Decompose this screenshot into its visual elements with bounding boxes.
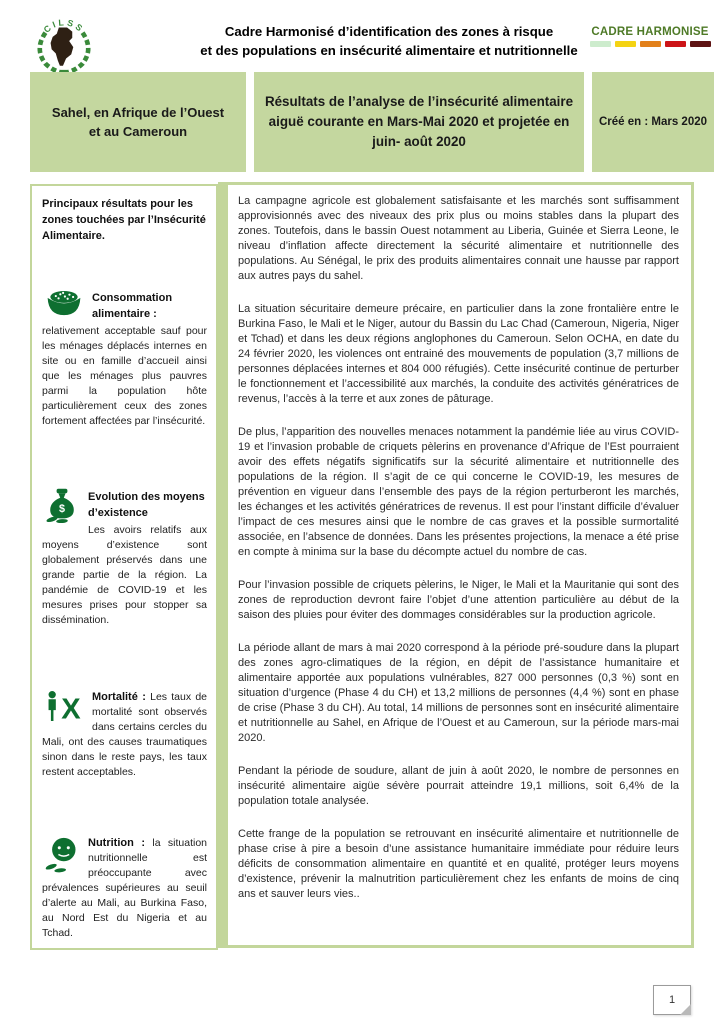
paragraph-campagne-agricole: La campagne agricole est globalement satisfaisante et les marchés sont suffisamment approvisionnés avec des niveaux des prix plus ou moins stables dans la plupart des zones. Toutefois, dans le bassin Ouest notamment au Liberia, Guinée et Sierra Leone, le niveau d’inflation affecte directement la sécurité alimentaire et nutritionnelle des populations. Au Sénégal, le prix des produits alimentaires connait une hausse par rapport aux autres pays du sahel. (238, 195, 679, 282)
paragraph-assistance: Cette frange de la population se retrouvant en insécurité alimentaire et nutritionnelle de phase crise à pire a besoin d’une assistance humanitaire immédiate pour réduire leurs déficits de consommation alimentaire en quantité et en qualité, protéger leurs moyens d’existence, prévenir la malnutrition particulièrement chez les enfants de moins de cinq ans et sauver leurs vies.. (238, 828, 679, 900)
paragraph-criquets: Pour l’invasion possible de criquets pèlerins, le Niger, le Mali et la Mauritanie qui sont des zones de reproduction devront faire l’objet d’une attention particulière au début de la saison des pluies pour éviter des dommages considérables sur la production agricole. (238, 579, 679, 621)
svg-text:$: $ (59, 503, 65, 516)
sidebar-heading: Principaux résultats pour les zones touchées par l’Insécurité Alimentaire. (42, 198, 206, 242)
section-mortalite (42, 690, 207, 780)
food-bowl-icon (44, 286, 84, 322)
phase5-bar (690, 41, 711, 47)
section-text: relativement acceptable sauf pour les ménages déplacés internes en site ou en famille d’accueil ainsi que les ménages plus pauvres parmi la population hôte particulièrement ceux des zones fortement affectées par l’insécurité. (42, 325, 207, 427)
mortality-icon (44, 690, 84, 728)
section-body: la situation nutritionnelle est préoccupante avec prévalences supérieures au seuil d’alerte au Mali, au Burkina Faso, au Nord Est du Nigeria et au Tchad. (42, 837, 208, 939)
analysis-body (218, 182, 694, 948)
cilss-emblem-icon (31, 10, 97, 76)
section-title: Mortalité : (92, 691, 146, 703)
phase2-bar (615, 41, 636, 47)
nutrition-icon (44, 836, 80, 879)
paragraph-situation-securitaire: La situation sécuritaire demeure précaire, en particulier dans la zone frontalière entre le Burkina Faso, le Mali et le Niger, autour du Bassin du Lac Chad (Cameroun, Nigeria, Niger et Tchad) et dans les deux régions anglophones du Cameroun. Selon OCHA, en date du 24 février 2020, les violences ont entrainé des mouvements de population (3,7 millions de personnes déplacées internes et 804 000 réfugiés). Cette insécurité continue de perturber le fonctionnement et l’accessibilité aux marchés, la conduite des activités génératrices de revenus, l’accès à la terre et aux zones de pâturage. (238, 303, 679, 405)
report-title-line1: Cadre Harmonisé d’identification des zones à risque (224, 24, 554, 39)
region-cell: Sahel, en Afrique de l’Ouest et au Cameroun (30, 72, 246, 172)
phase3-bar (640, 41, 661, 47)
section-text: Les avoirs relatifs aux moyens d’existence sont globalement préservés dans une grande partie de la région. La pandémie de COVID-19 et les mesures prises pour stopper sa dissémination. (42, 524, 207, 626)
section-title: Nutrition : (88, 837, 145, 849)
paragraph-covid-menaces: De plus, l’apparition des nouvelles menaces notamment la pandémie liée au virus COVID-19 et l’invasion probable de criquets pèlerins en provenance d’Afrique de l’Est pourraient avoir des effets négatifs significatifs sur la sécurité alimentaire et nutritionnelle des populations de la région. Il s’agit de ce qui concerne le COVID-19, les mesures de prévention en vigueur dans l’ensemble des pays de la région perturberont les marchés, les échanges et les activités génératrices de revenus. Il est pour l’instant difficile d’évaluer l’impact de ces mesures ainsi que le nombre de cas graves et la possible surmortalité associée, en l’absence de données. Dans les présentes projections, la menace a été prise en compte à minima sur la base du décompte actuel du nombre de cas. (238, 426, 679, 558)
paragraph-periode-soudure: Pendant la période de soudure, allant de juin à août 2020, le nombre de personnes en insécurité alimentaire aigüe sévère pourrait atteindre 19,1 millions, soit 6,4% de la population totale analysée. (238, 765, 679, 807)
page-corner-fold (680, 1004, 691, 1015)
svg-text:CILSS: CILSS (41, 17, 87, 35)
section-consommation (42, 286, 207, 429)
report-title-line2: et des populations en insécurité alimentaire et nutritionnelle (200, 43, 578, 58)
page-number-box (653, 985, 691, 1015)
phase-color-bars (584, 41, 716, 47)
section-title: Consommation alimentaire : (92, 292, 173, 320)
cadre-harmonise-logo (584, 26, 716, 47)
analysis-title-cell: Résultats de l’analyse de l’insécurité alimentaire aiguë courante en Mars-Mai 2020 et projetée en juin- août 2020 (254, 72, 584, 172)
created-date-cell: Créé en : Mars 2020 (592, 72, 714, 172)
svg-text:X: X (61, 693, 81, 723)
phase1-bar (590, 41, 611, 47)
section-body: Les taux de mortalité sont observés dans certains cercles du Mali, ont des causes traumatiques sinon dans le reste pays, les taux restent acceptables. (42, 691, 208, 778)
page-number: 1 (668, 994, 676, 1006)
section-title: Evolution des moyens d’existence (88, 491, 205, 519)
money-bag-icon (44, 485, 80, 528)
paragraph-periode-mars-mai: La période allant de mars à mai 2020 correspond à la période pré-soudure dans la plupart des zones agro-climatiques de la région, en dépit de l’assistance humanitaire et alimentaire apportée aux populations vulnérables, 827 000 personnes (0,3 %) sont en situation d’urgence (Phase 4 du CH) et 13,2 millions de personnes (4,4 %) sont en phase de crise (Phase 3 du CH). Au total, 14 millions de personnes sont en insécurité alimentaire et nutritionnelle au Sahel, en Afrique de l’Ouest et au Cameroun, sur la période mars-mai 2020. (238, 642, 679, 744)
report-title (200, 22, 578, 60)
phase4-bar (665, 41, 686, 47)
key-results-sidebar (30, 184, 218, 950)
cadre-harmonise-label: CADRE HARMONISE (591, 26, 709, 38)
section-nutrition (42, 836, 207, 941)
cilss-logo (31, 10, 97, 76)
section-moyens-existence (42, 485, 207, 628)
